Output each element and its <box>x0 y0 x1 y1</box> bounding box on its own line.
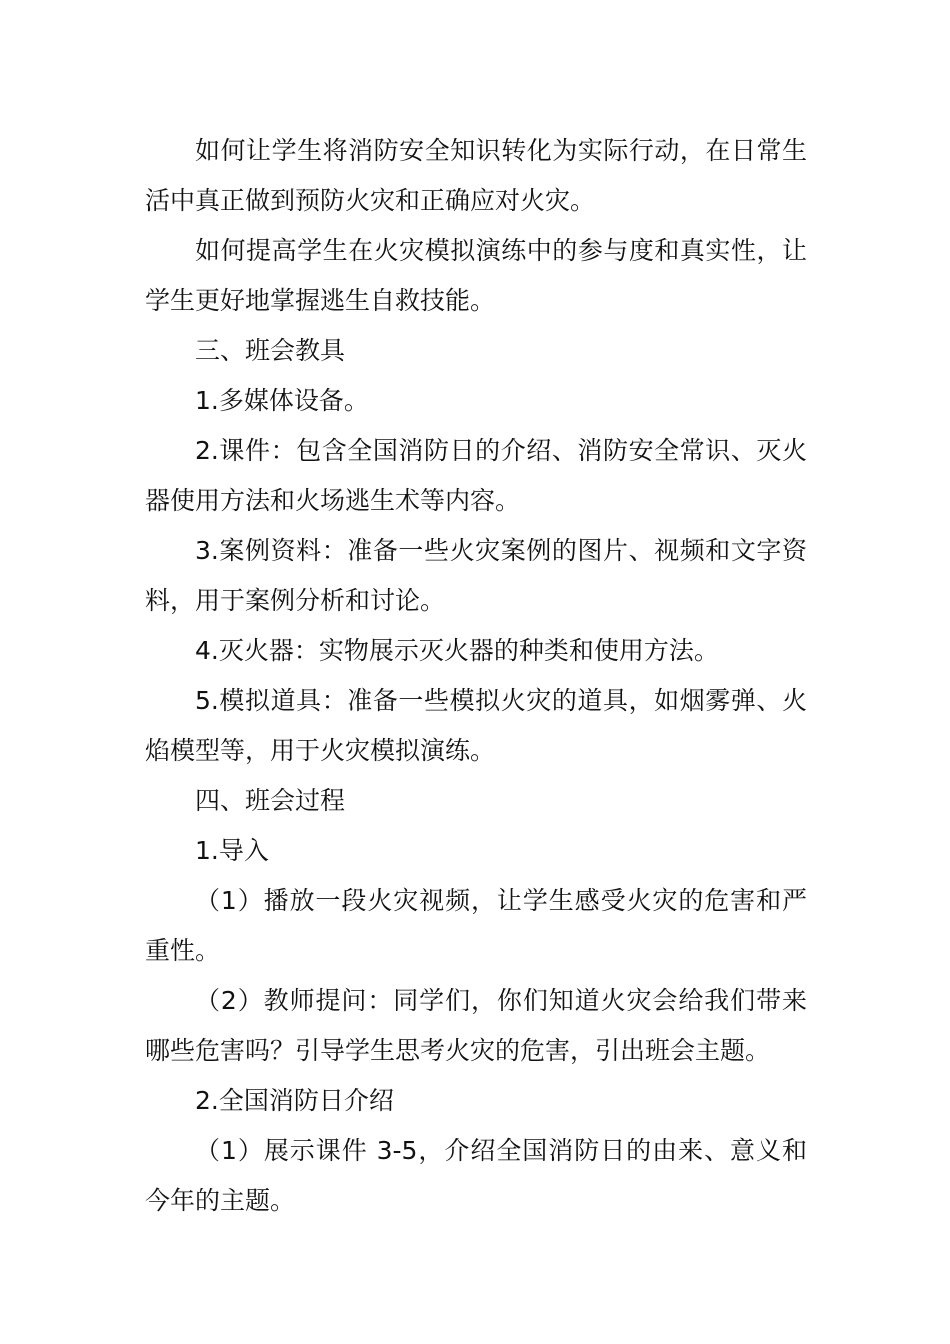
step-play-video: （1）播放一段火灾视频，让学生感受火灾的危害和严重性。 <box>145 886 807 965</box>
section-heading-process: 四、班会过程 <box>195 786 346 815</box>
section-heading-teaching-aids: 三、班会教具 <box>195 336 346 365</box>
step-teacher-question: （2）教师提问：同学们，你们知道火灾会给我们带来哪些危害吗？引导学生思考火灾的危害，引出班会主题。 <box>145 986 807 1065</box>
list-item-courseware: 2.课件：包含全国消防日的介绍、消防安全常识、灭火器使用方法和火场逃生术等内容。 <box>145 436 807 515</box>
list-item-case-materials: 3.案例资料：准备一些火灾案例的图片、视频和文字资料，用于案例分析和讨论。 <box>145 536 807 615</box>
subheading-fire-day-intro: 2.全国消防日介绍 <box>195 1086 394 1115</box>
paragraph-goal-action: 如何让学生将消防安全知识转化为实际行动，在日常生活中真正做到预防火灾和正确应对火灾。 <box>145 136 807 215</box>
list-item-extinguisher: 4.灭火器：实物展示灭火器的种类和使用方法。 <box>195 636 719 665</box>
list-item-multimedia: 1.多媒体设备。 <box>195 386 369 415</box>
list-item-simulation-props: 5.模拟道具：准备一些模拟火灾的道具，如烟雾弹、火焰模型等，用于火灾模拟演练。 <box>145 686 807 765</box>
step-show-courseware: （1）展示课件 3-5，介绍全国消防日的由来、意义和今年的主题。 <box>145 1136 807 1215</box>
subheading-introduction: 1.导入 <box>195 836 269 865</box>
document-body <box>145 126 807 1226</box>
paragraph-goal-drill: 如何提高学生在火灾模拟演练中的参与度和真实性，让学生更好地掌握逃生自救技能。 <box>145 236 807 315</box>
